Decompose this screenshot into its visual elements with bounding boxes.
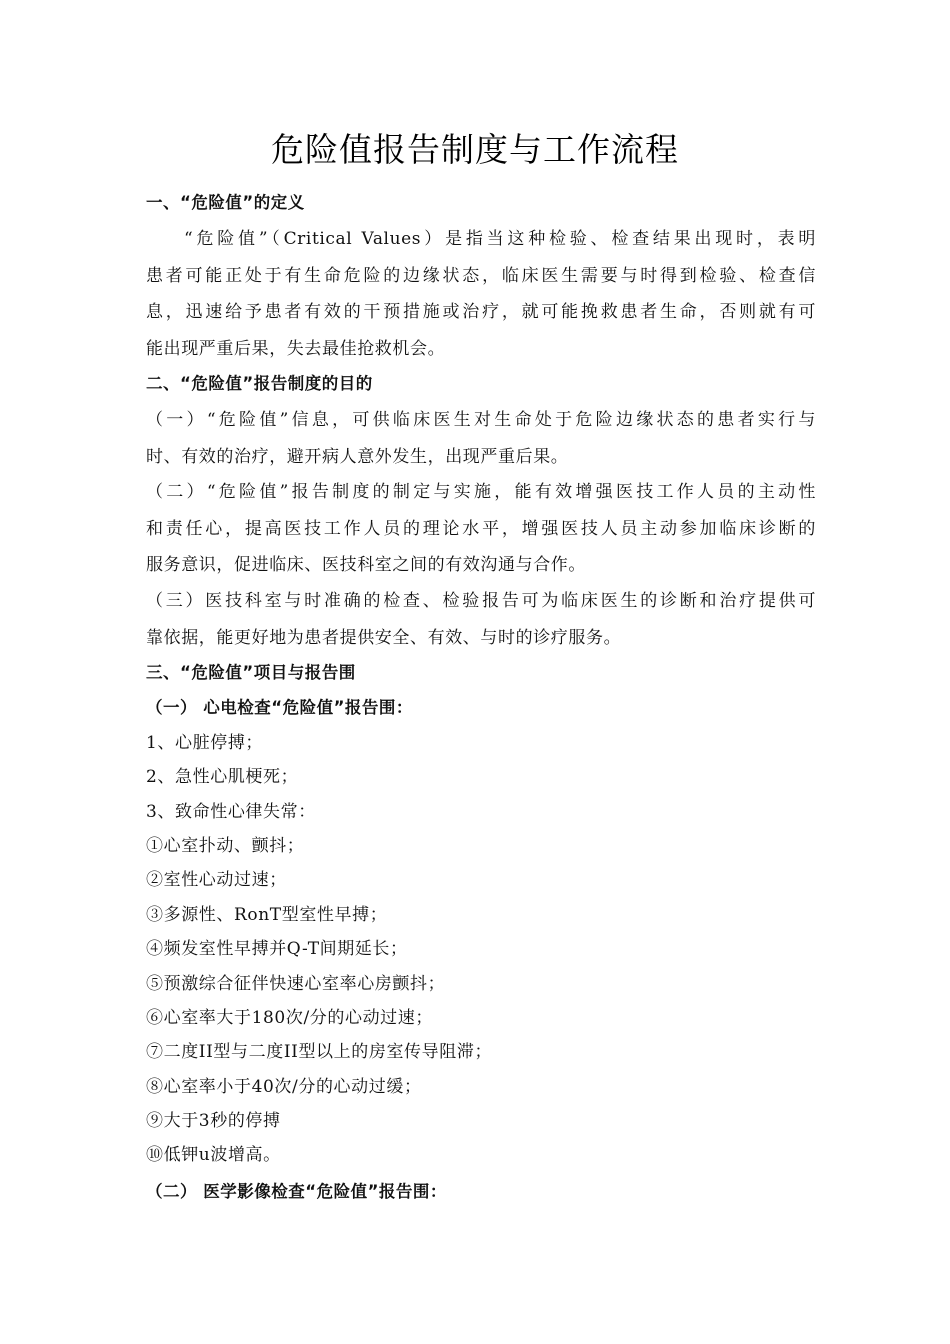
paragraph-line: （一）“危险值”信息，可供临床医生对生命处于危险边缘状态的患者实行与: [146, 410, 816, 430]
list-item: 3、致命性心律失常：: [146, 802, 316, 822]
paragraph-line: （三）医技科室与时准确的检查、检验报告可为临床医生的诊断和治疗提供可: [146, 591, 816, 611]
list-item: 2、急性心肌梗死；: [146, 767, 299, 787]
paragraph-line: 和责任心，提高医技工作人员的理论水平，增强医技人员主动参加临床诊断的: [146, 519, 816, 539]
list-item: ⑩低钾u波增高。: [146, 1145, 281, 1165]
paragraph-line: 能出现严重后果，失去最佳抢救机会。: [146, 339, 446, 359]
paragraph-line: 服务意识，促进临床、医技科室之间的有效沟通与合作。: [146, 555, 586, 575]
list-item: ⑤预激综合征伴快速心室率心房颤抖；: [146, 974, 446, 994]
section-heading-items: 三、“危险值”项目与报告围: [146, 663, 356, 682]
subheading-imaging: （二） 医学影像检查“危险值”报告围：: [146, 1182, 447, 1201]
paragraph-line: 息，迅速给予患者有效的干预措施或治疗，就可能挽救患者生命，否则就有可: [146, 302, 816, 322]
paragraph-line: 靠依据，能更好地为患者提供安全、有效、与时的诊疗服务。: [146, 628, 622, 648]
list-item: ①心室扑动、颤抖；: [146, 836, 305, 856]
page-title: 危险值报告制度与工作流程: [271, 130, 679, 169]
paragraph-line: 患者可能正处于有生命危险的边缘状态，临床医生需要与时得到检验、检查信: [146, 266, 816, 286]
section-heading-definition: 一、“危险值”的定义: [146, 193, 305, 212]
section-heading-purpose: 二、“危险值”报告制度的目的: [146, 374, 373, 393]
paragraph-line: “危险值”（Critical Values）是指当这种检验、检查结果出现时，表明: [184, 229, 816, 249]
list-item: ⑥心室率大于180次/分的心动过速；: [146, 1008, 433, 1028]
subheading-ecg: （一） 心电检查“危险值”报告围：: [146, 698, 413, 717]
list-item: 1、心脏停搏；: [146, 733, 264, 753]
list-item: ⑦二度II型与二度II型以上的房室传导阻滞；: [146, 1042, 493, 1062]
list-item: ③多源性、RonT型室性早搏；: [146, 905, 388, 925]
list-item: ⑧心室率小于40次/分的心动过缓；: [146, 1077, 422, 1097]
paragraph-line: 时、有效的治疗，避开病人意外发生，出现严重后果。: [146, 447, 569, 467]
paragraph-line: （二）“危险值”报告制度的制定与实施，能有效增强医技工作人员的主动性: [146, 482, 816, 502]
list-item: ④频发室性早搏并Q-T间期延长；: [146, 939, 408, 959]
list-item: ②室性心动过速；: [146, 870, 287, 890]
list-item: ⑨大于3秒的停搏: [146, 1111, 281, 1131]
